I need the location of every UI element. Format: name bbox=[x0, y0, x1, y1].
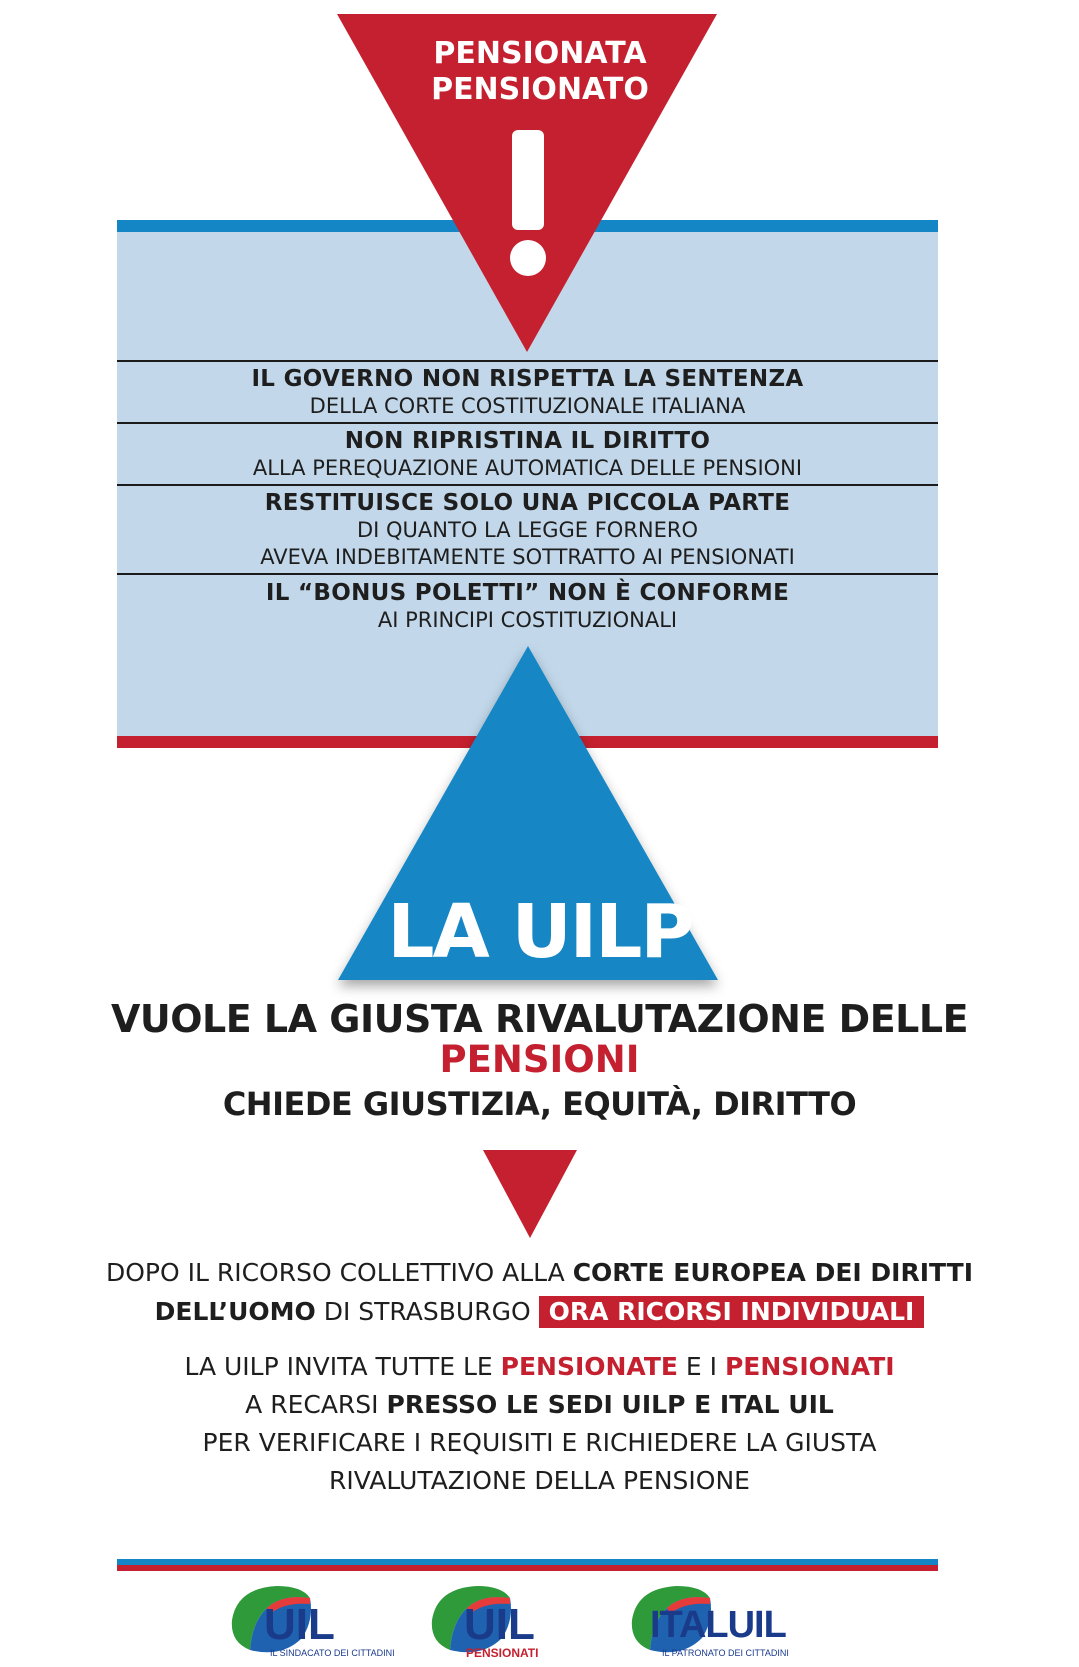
uil-pensionati-logo-sub: PENSIONATI bbox=[466, 1646, 539, 1660]
body-line-5: PER VERIFICARE I REQUISITI E RICHIEDERE LA GIUSTA bbox=[202, 1428, 877, 1457]
body-red: PENSIONATI bbox=[724, 1352, 895, 1381]
uil-logo-sub: IL SINDACATO DEI CITTADINI bbox=[270, 1648, 395, 1658]
body-text: DI STRASBURGO bbox=[315, 1297, 539, 1326]
italuil-logo-name: ITALUIL bbox=[650, 1604, 786, 1646]
point-1-text: DELLA CORTE COSTITUZIONALE ITALIANA bbox=[309, 394, 746, 418]
italuil-logo-sub: IL PATRONATO DEI CITTADINI bbox=[662, 1648, 789, 1658]
point-4-text: AI PRINCIPI COSTITUZIONALI bbox=[377, 608, 678, 632]
point-4-title: IL “BONUS POLETTI” NON È CONFORME bbox=[265, 580, 790, 606]
header-line1: PENSIONATA bbox=[433, 36, 647, 71]
body-text: A RECARSI bbox=[245, 1390, 387, 1419]
point-3-text-1: DI QUANTO LA LEGGE FORNERO bbox=[356, 518, 699, 542]
uilp-title: LA UILP bbox=[387, 889, 693, 975]
body-text: LA UILP INVITA TUTTE LE bbox=[184, 1352, 501, 1381]
body-text: E I bbox=[677, 1352, 725, 1381]
headline-main: VUOLE LA GIUSTA RIVALUTAZIONE DELLE bbox=[110, 997, 969, 1041]
body-bold: CORTE EUROPEA DEI DIRITTI bbox=[572, 1258, 974, 1287]
body-bold: DELL’UOMO bbox=[154, 1297, 316, 1326]
body-line-2 bbox=[0, 1295, 1079, 1329]
body-line-6: RIVALUTAZIONE DELLA PENSIONE bbox=[329, 1466, 750, 1495]
italuil-logo bbox=[622, 1580, 812, 1660]
body-bold: PRESSO LE SEDI UILP E ITAL UIL bbox=[386, 1390, 834, 1419]
individual-appeals-tag: ORA RICORSI INDIVIDUALI bbox=[539, 1296, 925, 1328]
point-3-title: RESTITUISCE SOLO UNA PICCOLA PARTE bbox=[264, 490, 791, 516]
body-line-1 bbox=[0, 1256, 1079, 1290]
body-text: DOPO IL RICORSO COLLETTIVO ALLA bbox=[105, 1258, 573, 1287]
headline-demands: CHIEDE GIUSTIZIA, EQUITÀ, DIRITTO bbox=[222, 1085, 857, 1123]
body-red: PENSIONATE bbox=[500, 1352, 678, 1381]
uil-pensionati-logo bbox=[422, 1580, 592, 1660]
bottom-divider bbox=[117, 1559, 938, 1571]
uil-pensionati-logo-name: UIL bbox=[464, 1600, 535, 1649]
header-line2: PENSIONATO bbox=[431, 72, 649, 107]
body-line-4 bbox=[0, 1388, 1079, 1422]
point-2-title: NON RIPRISTINA IL DIRITTO bbox=[344, 428, 711, 454]
uil-logo-name: UIL bbox=[264, 1600, 335, 1649]
headline-pensioni: PENSIONI bbox=[439, 1038, 640, 1081]
body-line-3 bbox=[0, 1350, 1079, 1384]
point-1-title: IL GOVERNO NON RISPETTA LA SENTENZA bbox=[251, 366, 804, 392]
point-2-text: ALLA PEREQUAZIONE AUTOMATICA DELLE PENSIONI bbox=[252, 456, 803, 480]
uil-logo bbox=[222, 1580, 395, 1660]
point-3-text-2: AVEVA INDEBITAMENTE SOTTRATTO AI PENSIONATI bbox=[260, 545, 795, 569]
